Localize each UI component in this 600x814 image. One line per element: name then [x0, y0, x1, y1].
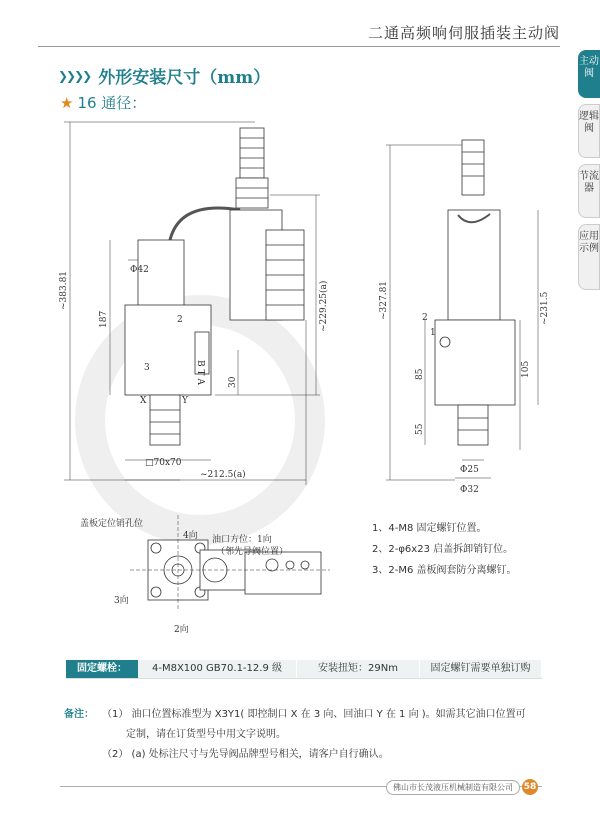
dim-105: 105: [521, 360, 531, 378]
fixing-bolt: 4-M8X100 GB70.1-12.9 级: [138, 660, 297, 678]
chevrons-icon: ❯❯❯❯: [58, 68, 91, 83]
label-y: Y: [182, 396, 188, 406]
side-tab-logic-valve[interactable]: 逻辑阀: [578, 104, 600, 158]
section-heading: [58, 63, 270, 88]
note-item: 3、2-M6 盖板阀套防分离螺钉。: [372, 565, 517, 576]
dim-229: ~229.25(a): [319, 280, 329, 332]
section-title: 外形安装尺寸（mm）: [98, 68, 271, 88]
dim-total-height: ~383.81: [59, 270, 69, 310]
side-tab-throttle[interactable]: 节流器: [578, 164, 600, 218]
notes-list: [372, 518, 517, 581]
remarks: [64, 705, 544, 765]
side-tab-main-valve[interactable]: 主动阀: [578, 50, 600, 98]
plan-dir2: 2向: [174, 625, 189, 635]
label-x: X: [140, 396, 147, 406]
page-number: 58: [522, 779, 538, 795]
plan-port-sub: （邻先导阀位置）: [216, 547, 289, 557]
side-tab-application[interactable]: 应用示例: [578, 224, 600, 290]
dim-231: ~231.5: [540, 291, 550, 325]
fixing-label: 固定螺栓：: [66, 660, 138, 678]
note-item: 1、4-M8 固定螺钉位置。: [372, 523, 487, 534]
plan-dir4: 4向: [183, 531, 198, 541]
dim-187: 187: [99, 310, 109, 328]
note-item: 2、2-φ6x23 启盖拆卸销钉位。: [372, 544, 514, 555]
title-rule: [38, 46, 560, 47]
footer-company: 佛山市长茂液压机械制造有限公司: [386, 780, 520, 795]
remarks-label: 备注：: [64, 709, 94, 720]
fixing-torque: 安装扭矩：29Nm: [297, 660, 420, 678]
dim-55: 55: [415, 423, 425, 435]
label-side-2: 2: [422, 313, 428, 323]
dim-side-total: ~327.81: [379, 280, 389, 320]
label-side-1: 1: [430, 328, 436, 338]
plan-port-label: 油口方位：1向: [212, 535, 272, 545]
footer: [386, 779, 538, 795]
dim-phi32: Φ32: [460, 485, 479, 495]
dim-30: 30: [228, 376, 238, 388]
label-3: 3: [144, 363, 150, 373]
remark-item-1: （1） 油口位置标准型为 X3Y1( 即控制口 X 在 3 向、回油口 Y 在 1 向 )。如需其它油口位置可: [102, 709, 526, 720]
subsection-title: 16 通径：: [77, 94, 147, 112]
remark-item-1-cont: 定制，请在订货型号中用文字说明。: [126, 729, 286, 740]
dim-phi42: Φ42: [130, 265, 149, 275]
label-2: 2: [177, 315, 183, 325]
fixing-order: 固定螺钉需要单独订购: [420, 660, 542, 678]
star-icon: ★: [60, 94, 74, 112]
remark-item-2: （2） (a) 处标注尺寸与先导阀品牌型号相关，请客户自行确认。: [102, 749, 389, 760]
side-view: [379, 140, 550, 495]
plan-pin-label: 盖板定位销孔位: [80, 519, 144, 529]
plan-dir3: 3向: [114, 596, 129, 606]
label-bta: B T A: [195, 360, 205, 385]
dim-square: □70x70: [145, 458, 182, 468]
dim-85: 85: [415, 368, 425, 380]
side-tab-bar: [578, 50, 600, 296]
dim-212: ~212.5(a): [200, 470, 246, 480]
page-title: 二通高频响伺服插装主动阀: [367, 24, 560, 42]
dim-phi25: Φ25: [460, 465, 479, 475]
fixing-bar: [66, 660, 542, 679]
